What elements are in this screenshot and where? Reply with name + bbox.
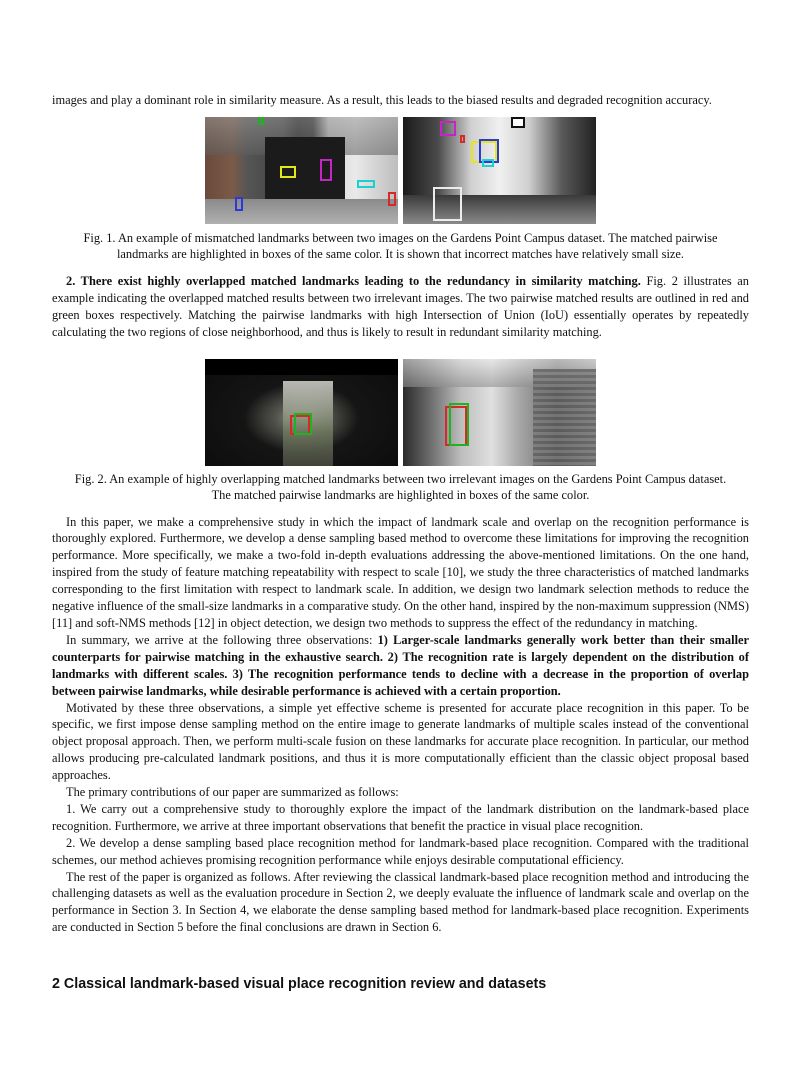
fig1-landmark-black bbox=[511, 117, 525, 128]
section-2-heading: 2 Classical landmark-based visual place recognition review and datasets bbox=[52, 976, 547, 992]
intro-paragraph: images and play a dominant role in similarity measure. As a result, this leads to the biased results and degraded recognition accuracy. bbox=[52, 93, 712, 107]
fig1-landmark-yellow bbox=[280, 166, 296, 178]
organization-paragraph: The rest of the paper is organized as follows. After reviewing the classical landmark-based place recognition method and introducing the challenging datasets as well as the evaluation procedure in Section 2, we deeply evaluate the influence of landmark scale and overlap on the performance in Section 3. In Section 4, we elaborate the dense sampling based method for landmark-based place recognition. Experiments are conducted in Section 5 before the final conclusions are drawn in Section 6. bbox=[52, 869, 749, 935]
fig1-landmark-red-match bbox=[460, 135, 465, 143]
point2-text: Fig. 2 illustrates an example indicating the overlapped matched results between two irrelevant images. The two pairwise matched results are outlined in red and green boxes respectively. Matching the pairwise landmarks with high Intersection of Union (IoU) essentially operates by repeatedly calculating the two regions of close neighborhood, and thus is likely to result in redundant similarity matching. bbox=[52, 273, 749, 339]
page-body bbox=[52, 92, 749, 936]
point2-label: 2. There exist highly overlapped matched landmarks leading to the redundancy in similarity matching. bbox=[66, 273, 641, 288]
fig1-caption: Fig. 1. An example of mismatched landmarks between two images on the Gardens Point Campus dataset. The matched pairwise landmarks are highlighted in boxes of the same color. It is shown that incorrect matches have relatively small size. bbox=[83, 230, 718, 262]
fig2-left-photo bbox=[205, 359, 398, 466]
fig2-landmark-green bbox=[294, 413, 312, 435]
contribution-1: 1. We carry out a comprehensive study to thoroughly explore the impact of the landmark distribution on the landmark-based place recognition. Furthermore, we arrive at three important observations that benefit the practice in visual place recognition. bbox=[52, 801, 749, 833]
study-paragraph: In this paper, we make a comprehensive study in which the impact of landmark scale and overlap on the recognition performance is thoroughly explored. Furthermore, we develop a dense sampling based method to overcome these limitations for improving the recognition performance. More specifically, we make a two-fold in-depth evaluations addressing the above-mentioned limitations. On the one hand, inspired from the study of feature matching repeatability with respect to scale [10], we study the three characteristics of matched landmarks corresponding to the first limitation with respect to landmark scale. In addition, we design two landmark selection methods to reduce the negative influence of the small-size landmarks in a comparative study. On the other hand, inspired by the non-maximum suppression (NMS) [11] and soft-NMS methods [12] in object detection, we design two methods to suppress the effect of the redundancy in matching. bbox=[52, 514, 749, 630]
summary-paragraph bbox=[52, 632, 749, 700]
fig1-landmark-magenta-match bbox=[440, 121, 456, 136]
summary-lead: In summary, we arrive at the following three observations: bbox=[66, 632, 378, 647]
fig1-landmark-magenta bbox=[320, 159, 332, 181]
fig1-right-photo bbox=[403, 117, 596, 224]
contribution-2: 2. We develop a dense sampling based place recognition method for landmark-based place recognition. Compared with the traditional schemes, our method achieves promising recognition performance while enjoys desirable computational efficiency. bbox=[52, 835, 749, 867]
motivated-paragraph: Motivated by these three observations, a simple yet effective scheme is presented for accurate place recognition in this paper. To be specific, we first impose dense sampling method on the entire image to generate landmarks of multiple scales instead of the conventional object proposal approach. Then, we perform multi-scale fusion on these landmarks for accurate place recognition. In particular, our method allows producing pre-calculated landmark positions, and thus it is more computationally efficient than the classic object proposal based approaches. bbox=[52, 700, 749, 783]
figure-2 bbox=[52, 359, 749, 466]
fig2-right-photo bbox=[403, 359, 596, 466]
fig1-landmark-blue bbox=[235, 197, 243, 211]
fig2-landmark-green-match bbox=[449, 403, 469, 446]
fig1-landmark-green bbox=[258, 117, 264, 125]
fig1-landmark-cyan-match bbox=[482, 159, 494, 167]
point2-paragraph bbox=[52, 273, 749, 341]
figure-1 bbox=[52, 117, 749, 224]
contributions-intro: The primary contributions of our paper are summarized as follows: bbox=[66, 785, 399, 800]
fig1-landmark-cyan bbox=[357, 180, 375, 188]
fig1-left-photo bbox=[205, 117, 398, 224]
fig1-landmark-red bbox=[388, 192, 396, 206]
summary-observations: 1) Larger-scale landmarks generally work better than their smaller counterparts for pairwise matching in the exhaustive search. 2) The recognition rate is largely dependent on the distribution of landmarks with different scales. 3) The recognition performance tends to decline with a decrease in the proportion of overlap between pairwise landmarks, while desirable performance is achieved with a certain proportion. bbox=[52, 632, 750, 698]
fig2-caption: Fig. 2. An example of highly overlapping matched landmarks between two irrelevant images on the Gardens Point Campus dataset. The matched pairwise landmarks are highlighted in boxes of the same color. bbox=[74, 471, 727, 503]
